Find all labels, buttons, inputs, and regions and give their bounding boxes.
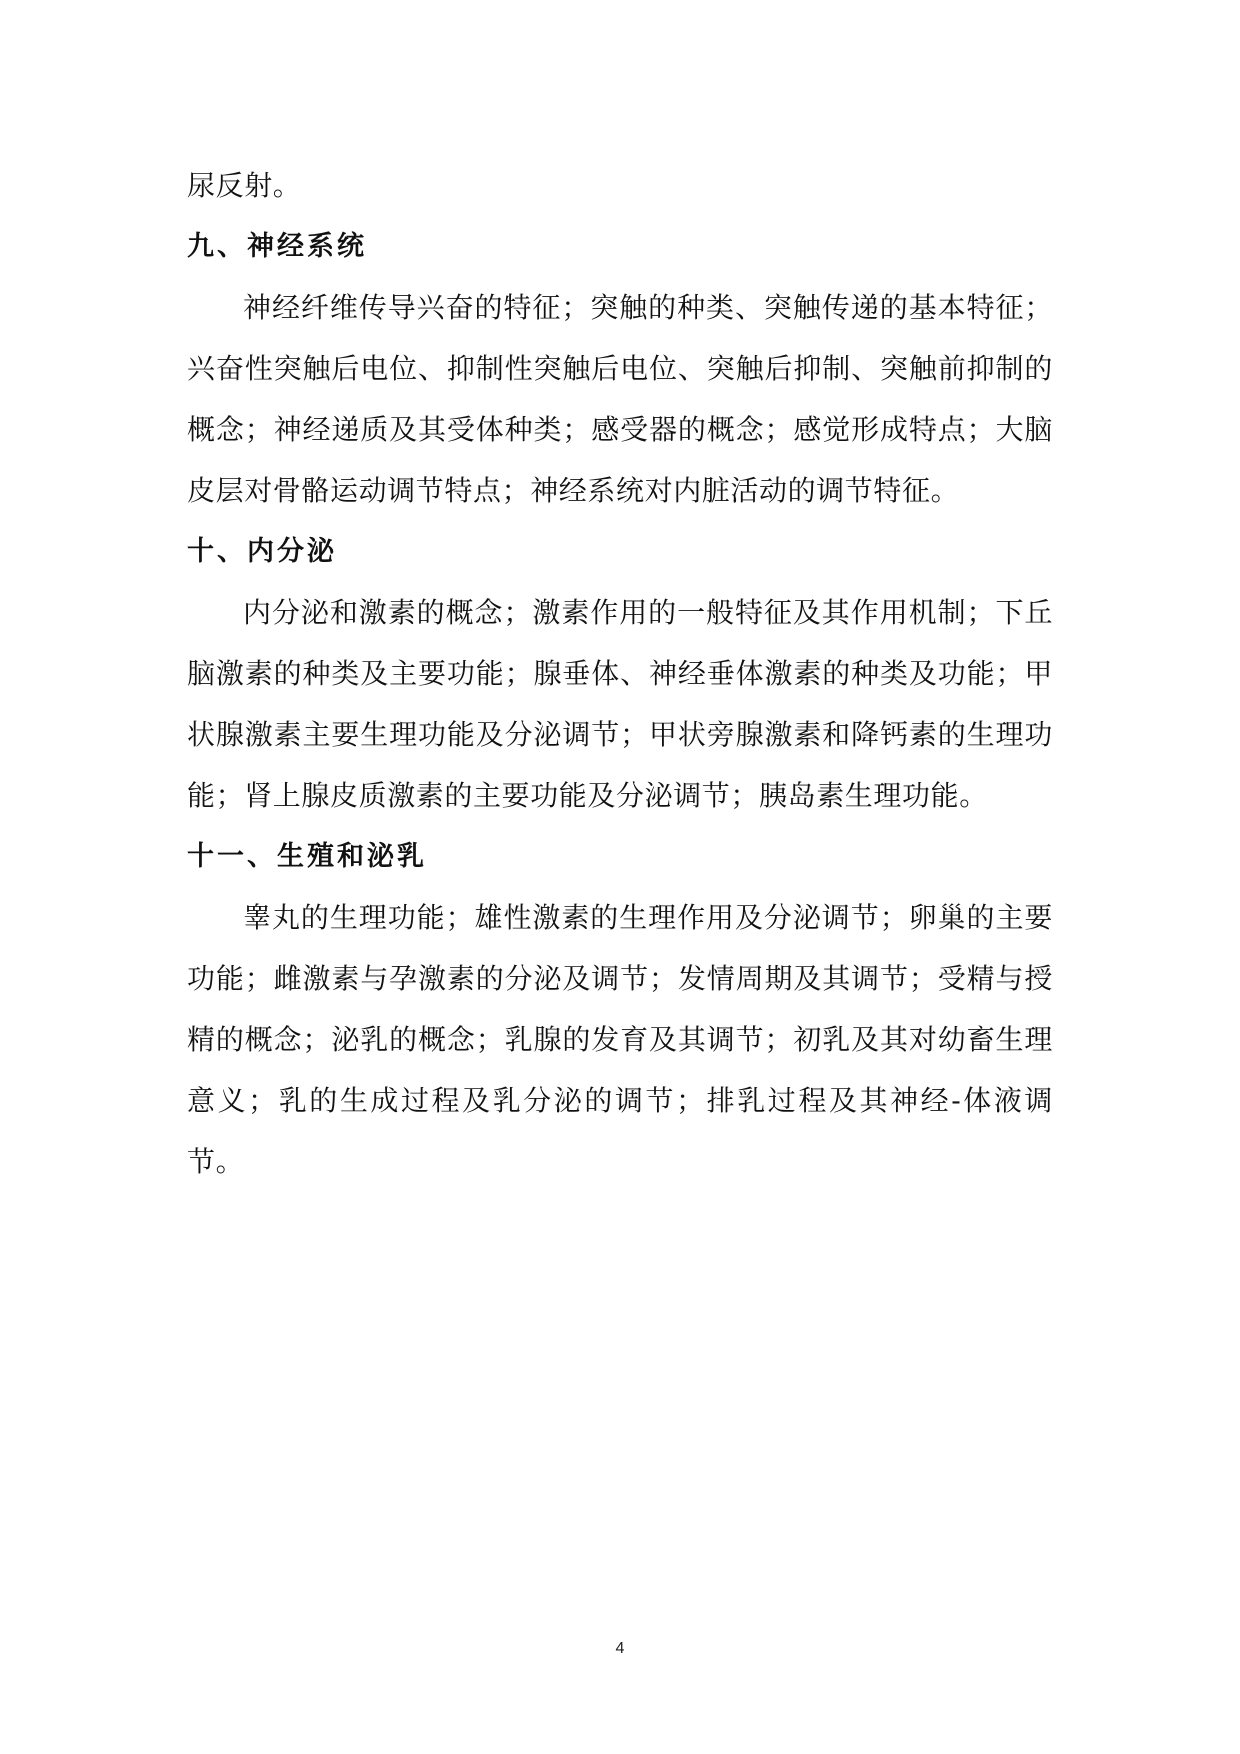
- section-body-reproduction-lactation: 睾丸的生理功能；雄性激素的生理作用及分泌调节；卵巢的主要功能；雌激素与孕激素的分泌及调节；发情周期及其调节；受精与授精的概念；泌乳的概念；乳腺的发育及其调节；初乳及其对幼畜生理意义；乳的生成过程及乳分泌的调节；排乳过程及其神经-体液调节。: [187, 901, 1053, 1178]
- page-number: 4: [615, 1640, 625, 1657]
- page-content: [187, 155, 1053, 1192]
- section-heading-endocrine: 十、内分泌: [187, 536, 337, 567]
- lead-paragraph: 尿反射。: [187, 169, 302, 202]
- section-body-endocrine: 内分泌和激素的概念；激素作用的一般特征及其作用机制；下丘脑激素的种类及主要功能；腺垂体、神经垂体激素的种类及功能；甲状腺激素主要生理功能及分泌调节；甲状旁腺激素和降钙素的生理功能；肾上腺皮质激素的主要功能及分泌调节；胰岛素生理功能。: [187, 596, 1053, 812]
- section-heading-reproduction-lactation: 十一、生殖和泌乳: [187, 841, 427, 872]
- section-heading-nervous-system: 九、神经系统: [187, 231, 367, 262]
- section-body-nervous-system: 神经纤维传导兴奋的特征；突触的种类、突触传递的基本特征；兴奋性突触后电位、抑制性突触后电位、突触后抑制、突触前抑制的概念；神经递质及其受体种类；感受器的概念；感觉形成特点；大脑皮层对骨骼运动调节特点；神经系统对内脏活动的调节特征。: [187, 291, 1053, 507]
